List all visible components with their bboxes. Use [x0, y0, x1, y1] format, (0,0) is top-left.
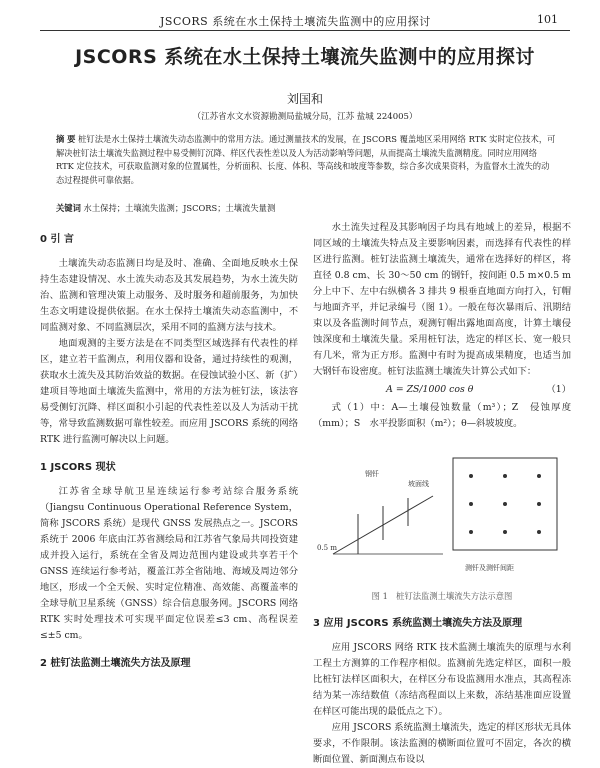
formula-expression: A = ZS/1000 cos θ [386, 384, 474, 395]
keywords-label: 关键词 [56, 203, 81, 213]
figure-label-pile: 钢钎 [365, 470, 379, 478]
keywords-text: 水土保持；土壤流失监测；JSCORS；土壤流失量测 [83, 203, 276, 213]
running-title: JSCORS 系统在水土保持土壤流失监测中的应用探讨 [160, 15, 431, 28]
figure-label-slope: 坡面线 [408, 480, 429, 488]
column-left [40, 220, 298, 680]
section-0-paragraph-2: 地面观测的主要方法是在不同类型区域选择有代表性的样区，建立若干监测点，利用仪器和设备，通过持续性的观测，获取水土流失及其防治效益的数据。在侵蚀试验小区、新（扩）建项目等地面土壤流失监测中，常用的方法为桩钉法，该法容易受侧钉沉降、样区面积小引起的代表性差以及人为活动干扰等，常导致监测数据可靠性较差。而应用 JSCORS 系统的网络 RTK 进行监测可解决以上问题。 [40, 338, 298, 445]
section-0-paragraph-1: 土壤流失动态监测日均是及时、准确、全面地反映水土保持生态建设情况、水土流失动态及其发展趋势，为水土流失防治、监测和管理决策上动服务、及时服务和超前服务，为加快生态文明建设提供依据。在水土保持土壤流失动态监测中，不同监测对象、不同监测层次，采用不同的监测方法与技术。 [40, 258, 298, 333]
pile-grid [469, 474, 541, 534]
figure-1-diagram [313, 436, 571, 586]
section-3-heading: 3 应用 JSCORS 系统监测土壤流失方法及原理 [313, 618, 523, 629]
abstract-label: 摘 要 [56, 134, 76, 144]
formula-number: （1） [546, 384, 571, 395]
figure-label-height: 0.5 m [317, 544, 337, 552]
abstract [56, 133, 556, 187]
paper-title: JSCORS 系统在水土保持土壤流失监测中的应用探讨 [75, 46, 535, 68]
figure-1 [313, 436, 571, 586]
column-right [313, 220, 571, 768]
section-3-paragraph-1: 应用 JSCORS 网络 RTK 技术监测土壤流失的原理与水利工程土方测算的工作程序相似。监测前先选定样区，面积一般比桩钉法样区面积大，在样区分布设监测用水准点，其高程冻结为某一冻结数值（冻结高程面以上来数，冻结基准面应设置在样区可能出现的最低点之下）。 [313, 642, 571, 717]
section-3-paragraph-2: 应用 JSCORS 系统监测土壤流失，选定的样区形状无具体要求，不作限制。该法监测的横断面位置可不固定，各次的横断面位置、新面测点布设以 [313, 722, 571, 765]
section-0-heading: 0 引 言 [40, 234, 74, 245]
section-1-heading: 1 JSCORS 现状 [40, 462, 116, 473]
figure-label-ground: 测钎及测钎间距 [465, 564, 514, 572]
affiliation: （江苏省水文水资源勘测局盐城分局，江苏 盐城 224005） [192, 112, 418, 122]
running-header [40, 8, 570, 31]
formula-1 [313, 382, 571, 398]
formula-note: 式（1）中：A—土壤侵蚀数量（m³）；Z 侵蚀厚度（mm）；S 水平投影面积（m²）；θ—斜坡坡度。 [313, 402, 571, 429]
abstract-text: 桩钉法是水土保持土壤流失动态监测中的常用方法。通过测量技术的发展，在 JSCORS 覆盖地区采用网络 RTK 实时定位技术，可解决桩钉法土壤流失监测过程中易受侧钉沉降、样区代表性差以及人为活动影响等问题，从而提高土壤流失监测精度。同时应用网络 RTK 定位技术，可获取监测对象的位置属性，分析面积、长度、体积、等高线和坡度等参数，综合多次成果资料，为监督水土流失的动态过程提供可靠依据。 [56, 134, 556, 185]
page-number: 101 [537, 13, 558, 26]
section-2-paragraph-1: 水土流失过程及其影响因子均具有地域上的差异，根据不同区域的土壤流失特点及主要影响因素，而选择有代表性的样区进行监测。桩钉法监测土壤流失，通常在选择好的样区，将直径 0.8 cm、长 30～50 cm 的钢钎，按间距 0.5 m×0.5 m 分上中下、左中右纵横各 3 排共 9 根垂直地面方向打入，钉帽与地面齐平，并记录编号（图 1）。一般在每次暴雨后、汛期结束以及各监测时间节点，观测钉帽出露地面高度，计算土壤侵蚀深度和土壤流失量。采用桩钉法，选定的样区长、宽一般只有几米，常为正方形。监测中有时为提高成果精度，也适当加大钢钎布设密度。桩钉法监测土壤流失计算公式如下： [313, 222, 571, 377]
figure-1-caption: 图 1 桩钉法监测土壤流失方法示意图 [371, 591, 513, 601]
section-1-paragraph-1: 江苏省全球导航卫星连续运行参考站综合服务系统（Jiangsu Continuous Operational Reference System，简称 JSCORS 系统）是现代 GNSS 发展热点之一。JSCORS 系统于 2006 年底由江苏省测绘局和江苏省气象局共同投资建成并投入运行，系统在全省及周边范围内建设或共享若干个 GNSS 连续运行参考站，覆盖江苏全省陆地、海域及周边邻分地区，形成一个全天候、实时定位精准、高效能、高覆盖率的全球导航卫星系统（GNSS）综合信息服务网。JSCORS 网络 RTK 实时处理技术可实现平面定位误差≤3 cm、高程误差≤±5 cm。 [40, 486, 298, 641]
author: 刘国和 [286, 92, 323, 106]
keywords [56, 202, 556, 214]
section-2-heading: 2 桩钉法监测土壤流失方法及原理 [40, 658, 191, 669]
